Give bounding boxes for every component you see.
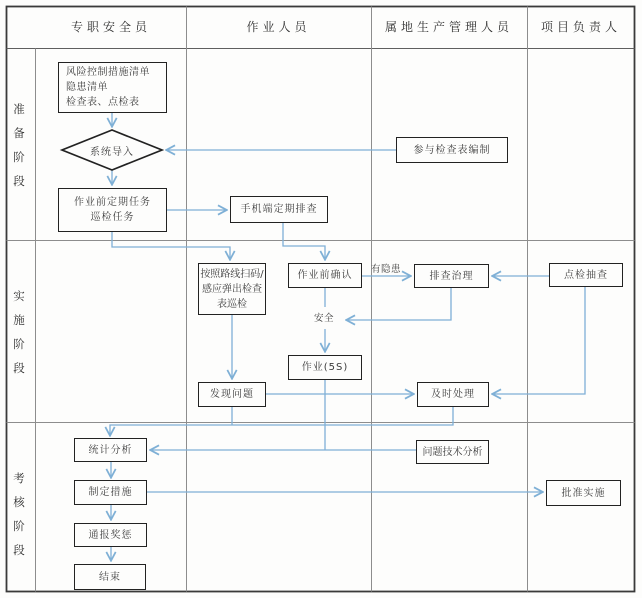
node-hazard-investigation: 排查治理 [414,264,489,288]
node-risk-control-lists-line3: 检查表、点检表 [66,97,140,108]
lane-header-site-management: 属地生产管理人员 [384,19,513,34]
phase-label-implementation: 实施阶段 [13,289,25,375]
node-periodic-tasks-line1: 作业前定期任务 [74,197,151,208]
node-report-reward-punish: 通报奖惩 [74,523,147,547]
lane-header-safety-officer: 专职安全员 [70,19,151,34]
node-scan-route-inspection-line1: 按照路线扫码/ [200,268,264,280]
node-join-checklist-compile: 参与检查表编制 [396,137,508,163]
node-scan-route-inspection-line2: 感应弹出检查 [202,283,262,295]
node-end: 结束 [74,564,146,590]
node-periodic-tasks-line2: 巡检任务 [90,212,135,223]
node-spot-check: 点检抽查 [549,263,623,287]
node-work-5s: 作业(5S) [288,355,362,380]
lane-header-project-leader: 项目负责人 [540,19,621,34]
node-phone-periodic-check: 手机端定期排查 [230,196,328,223]
edge-label-has-hazard: 有隐患 [371,264,402,275]
node-scan-route-inspection [198,263,266,315]
node-risk-control-lists-line1: 风险控制措施清单 [66,67,150,78]
node-periodic-tasks [58,188,167,232]
edge-periodic-to-scan [112,232,230,259]
edge-hazardmgmt-to-safe-label [347,287,451,320]
node-sys-import-label: 系统导入 [90,147,134,158]
node-make-measures: 制定措施 [74,480,147,505]
node-found-problem: 发现问题 [198,382,266,407]
edge-timely-to-statanalysis [110,407,453,435]
node-problem-tech-analysis: 问题技术分析 [416,440,489,464]
phase-label-assessment: 考核阶段 [13,471,25,557]
node-risk-control-lists [58,62,167,113]
lane-header-operators: 作业人员 [246,19,311,34]
node-statistical-analysis: 统计分析 [74,438,147,462]
node-scan-route-inspection-line3: 表巡检 [217,298,247,310]
node-pre-work-confirm: 作业前确认 [288,263,362,288]
phase-label-preparation: 准备阶段 [13,102,25,188]
node-timely-handling: 及时处理 [417,382,489,407]
node-approve-implementation: 批准实施 [546,480,621,506]
edge-label-safe: 安全 [314,313,335,324]
edge-spotcheck-to-timely [493,287,585,394]
node-risk-control-lists-line2: 隐患清单 [66,82,108,93]
